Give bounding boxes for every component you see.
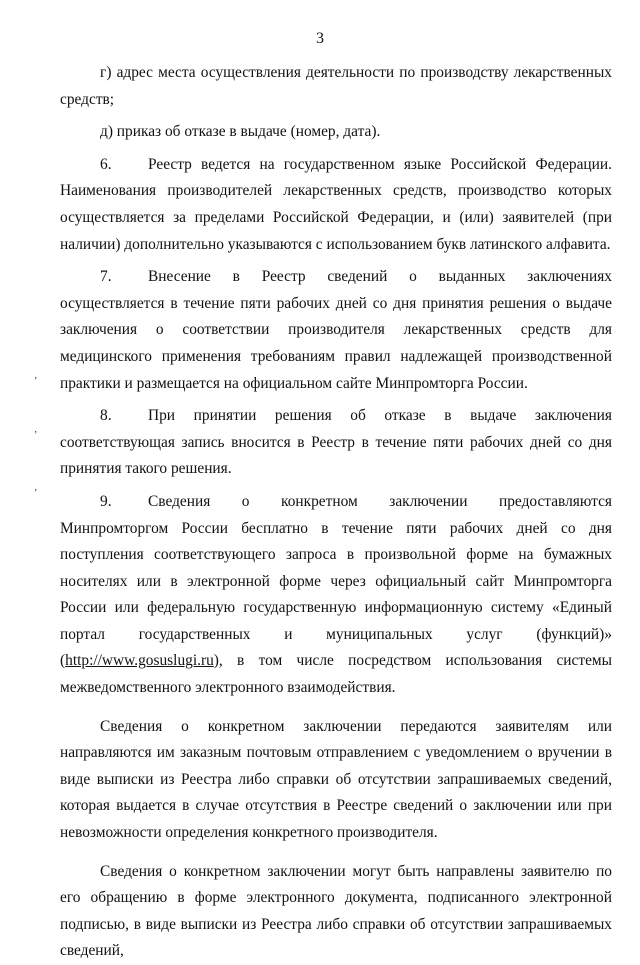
paragraph-number: 8. (100, 407, 112, 425)
paragraph-text: ), в том числе посредством использования системы межведомственного электронного взаимодействия. (60, 652, 612, 697)
margin-mark: ʼ (34, 488, 38, 499)
paragraph-item-g: г) адрес места осуществления деятельности по производству лекарственных средств; (60, 64, 612, 108)
gosuslugi-link[interactable]: http://www.gosuslugi.ru (65, 652, 214, 670)
paragraph-8 (60, 403, 612, 483)
paragraph-11: Сведения о конкретном заключении могут быть направлены заявителю по его обращению в форме электронного документа, подписанного электронной подписью, в виде выписки из Реестра либо справки об отсутствии запрашиваемых сведений, (60, 862, 612, 960)
paragraph-number: 6. (100, 155, 112, 173)
paragraph-10: Сведения о конкретном заключении передаются заявителям или направляются им заказным почтовым отправлением с уведомлением о вручении в виде выписки из Реестра либо справки об отсутствии запрашиваемых сведений, которая выдается в случае отсутствия в Реестре сведений о заключении или при невозможности определения конкретного производителя. (60, 717, 612, 842)
paragraph-text: При принятии решения об отказе в выдаче заключения соответствующая запись вносится в Реестр в течение пяти рабочих дней со дня принятия такого решения. (60, 407, 612, 478)
paragraph-6 (60, 152, 612, 258)
paragraph-text: Реестр ведется на государственном языке Российской Федерации. Наименования производителей лекарственных средств, производство которых осуществляется за пределами Российской Федерации, и (или) заявителей (при наличии) дополнительно указываются с использованием букв латинского алфавита. (60, 155, 612, 253)
paragraph-item-d: д) приказ об отказе в выдаче (номер, дата). (100, 123, 381, 141)
document-body (60, 60, 612, 965)
margin-mark: ʼ (34, 376, 38, 387)
paragraph-number: 9. (100, 492, 112, 510)
paragraph-9 (60, 489, 612, 702)
paragraph-7 (60, 264, 612, 397)
paragraph-text: Сведения о конкретном заключении предоставляются Минпромторгом России бесплатно в течение пяти рабочих дней со дня поступления соответствующего запроса в произвольной форме на бумажных носителях или в электронной форме через официальный сайт Минпромторга России или федеральную государственную информационную систему «Единый портал государственных и муниципальных услуг (функций)» ( (60, 492, 612, 670)
paragraph-text: Внесение в Реестр сведений о выданных заключениях осуществляется в течение пяти рабочих дней со дня принятия решения о выдаче заключения о соответствии производителя лекарственных средств для медицинского применения требованиям правил надлежащей производственной практики и размещается на официальном сайте Минпромторга России. (60, 268, 612, 392)
page-number: 3 (316, 30, 324, 47)
paragraph-number: 7. (100, 268, 112, 286)
margin-mark: ʼ (34, 430, 38, 441)
